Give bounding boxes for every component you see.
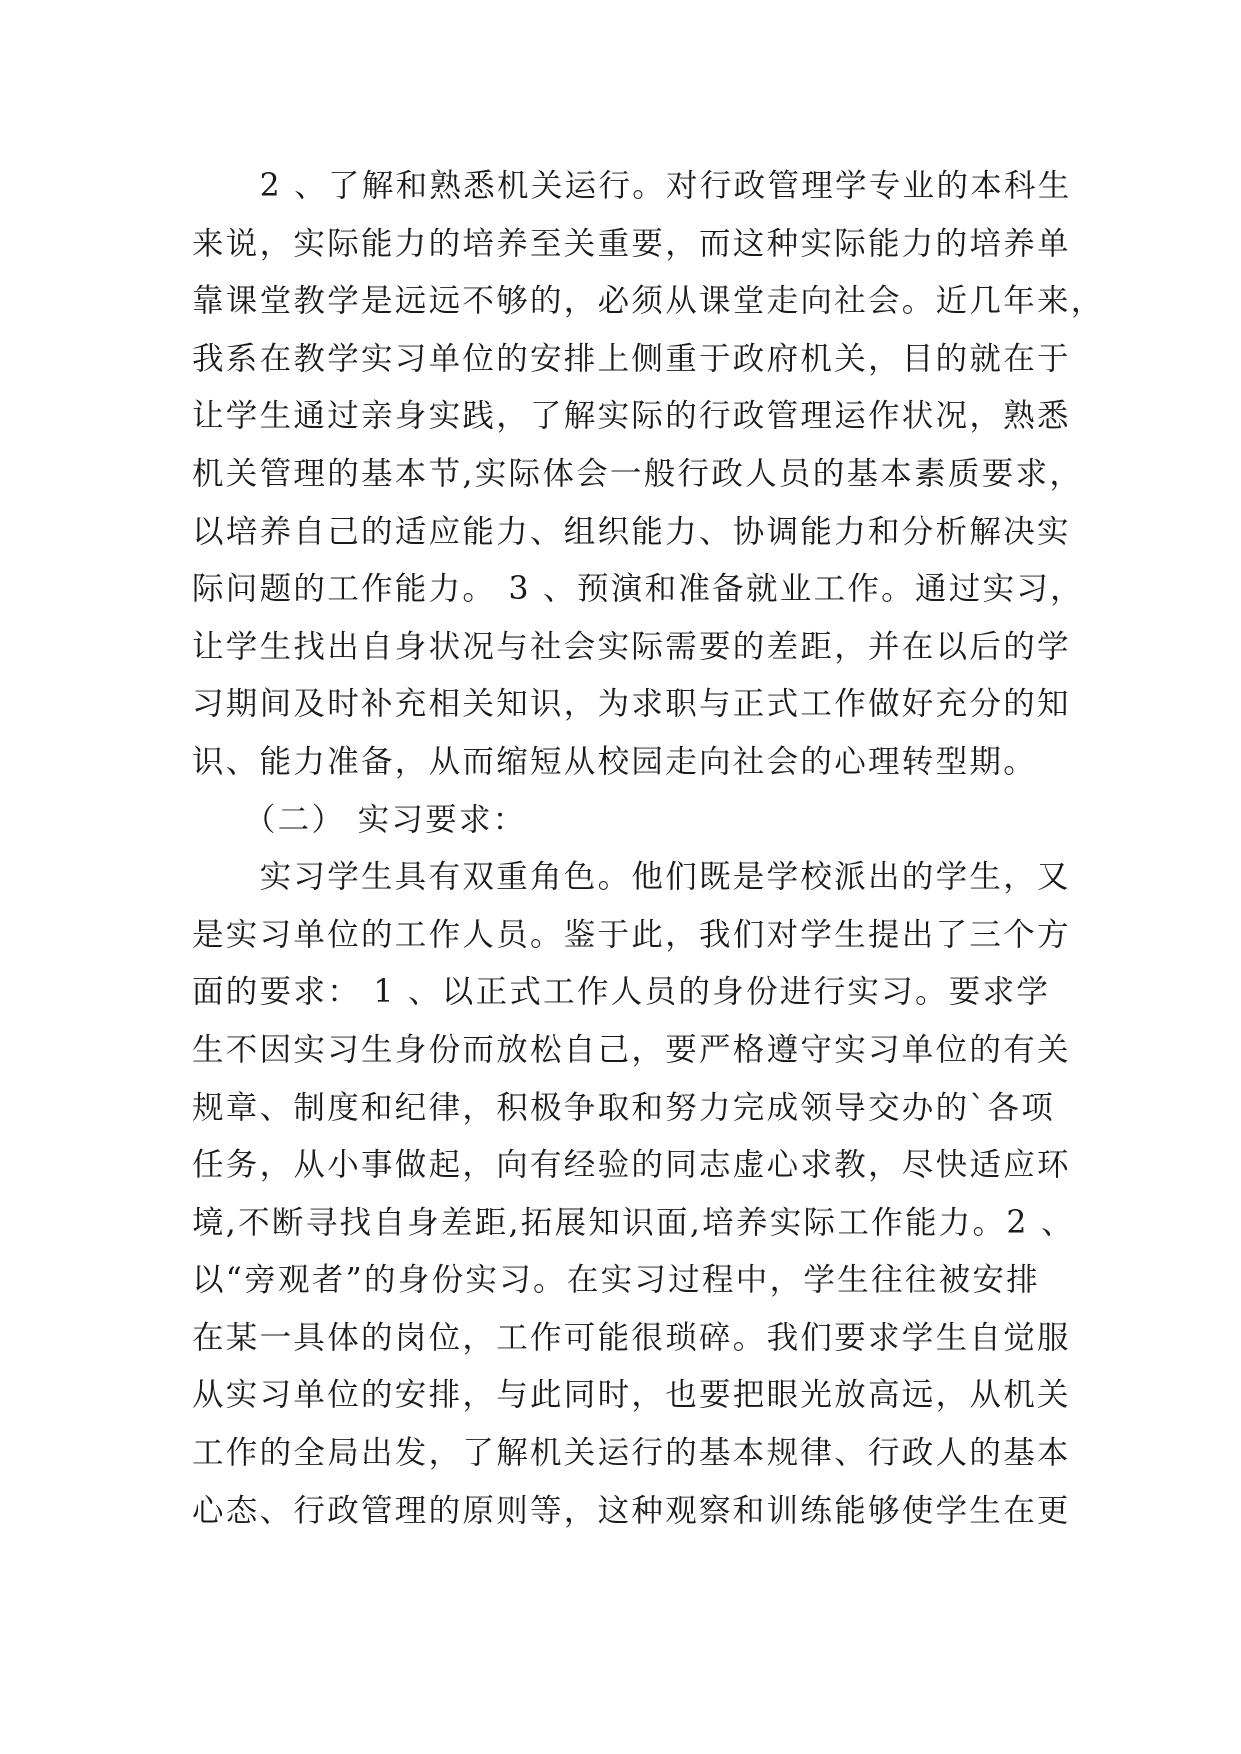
text-line: 际问题的工作能力。 3 、预演和准备就业工作。通过实习， — [192, 571, 1084, 608]
text-line: 习期间及时补充相关知识，为求职与正式工作做好充分的知 — [192, 686, 1071, 723]
text-line: 任务，从小事做起，向有经验的同志虚心求教，尽快适应环 — [192, 1147, 1071, 1184]
text-line: 以“旁观者”的身份实习。在实习过程中，学生往往被安排 — [192, 1262, 1041, 1299]
text-line: 工作的全局出发，了解机关运行的基本规律、行政人的基本 — [192, 1435, 1071, 1472]
text-line: 规章、制度和纪律，积极争取和努力完成领导交办的`各项 — [192, 1089, 1056, 1126]
text-line: 从实习单位的安排，与此同时，也要把眼光放高远，从机关 — [192, 1377, 1071, 1414]
text-line: 让学生找出自身状况与社会实际需要的差距，并在以后的学 — [192, 628, 1071, 665]
text-line: 在某一具体的岗位，工作可能很琐碎。我们要求学生自觉服 — [192, 1319, 1071, 1356]
text-line: 生不因实习生身份而放松自己，要严格遵守实习单位的有关 — [192, 1031, 1071, 1068]
text-line: 让学生通过亲身实践，了解实际的行政管理运作状况，熟悉 — [192, 398, 1071, 435]
text-line: 靠课堂教学是远远不够的，必须从课堂走向社会。近几年来， — [192, 283, 1105, 320]
text-line: 境,不断寻找自身差距,拓展知识面,培养实际工作能力。2 、 — [192, 1204, 1075, 1241]
document-body — [192, 158, 1105, 1540]
text-line: 我系在教学实习单位的安排上侧重于政府机关，目的就在于 — [192, 340, 1071, 377]
text-line: 2 、了解和熟悉机关运行。对行政管理学专业的本科生 — [192, 168, 1072, 204]
text-line: 识、能力准备，从而缩短从校园走向社会的心理转型期。 — [192, 743, 1038, 780]
text-line: 面的要求： 1 、以正式工作人员的身份进行实习。要求学 — [192, 974, 1051, 1011]
text-line: 来说，实际能力的培养至关重要，而这种实际能力的培养单 — [192, 225, 1071, 262]
section-heading: （二） 实习要求： — [192, 801, 527, 838]
text-line: 实习学生具有双重角色。他们既是学校派出的学生，又 — [192, 859, 1071, 896]
text-line: 是实习单位的工作人员。鉴于此，我们对学生提出了三个方 — [192, 916, 1071, 953]
text-line: 机关管理的基本节,实际体会一般行政人员的基本素质要求， — [192, 455, 1084, 492]
text-line: 心态、行政管理的原则等，这种观察和训练能够使学生在更 — [192, 1492, 1071, 1529]
text-line: 以培养自己的适应能力、组织能力、协调能力和分析解决实 — [192, 513, 1071, 550]
